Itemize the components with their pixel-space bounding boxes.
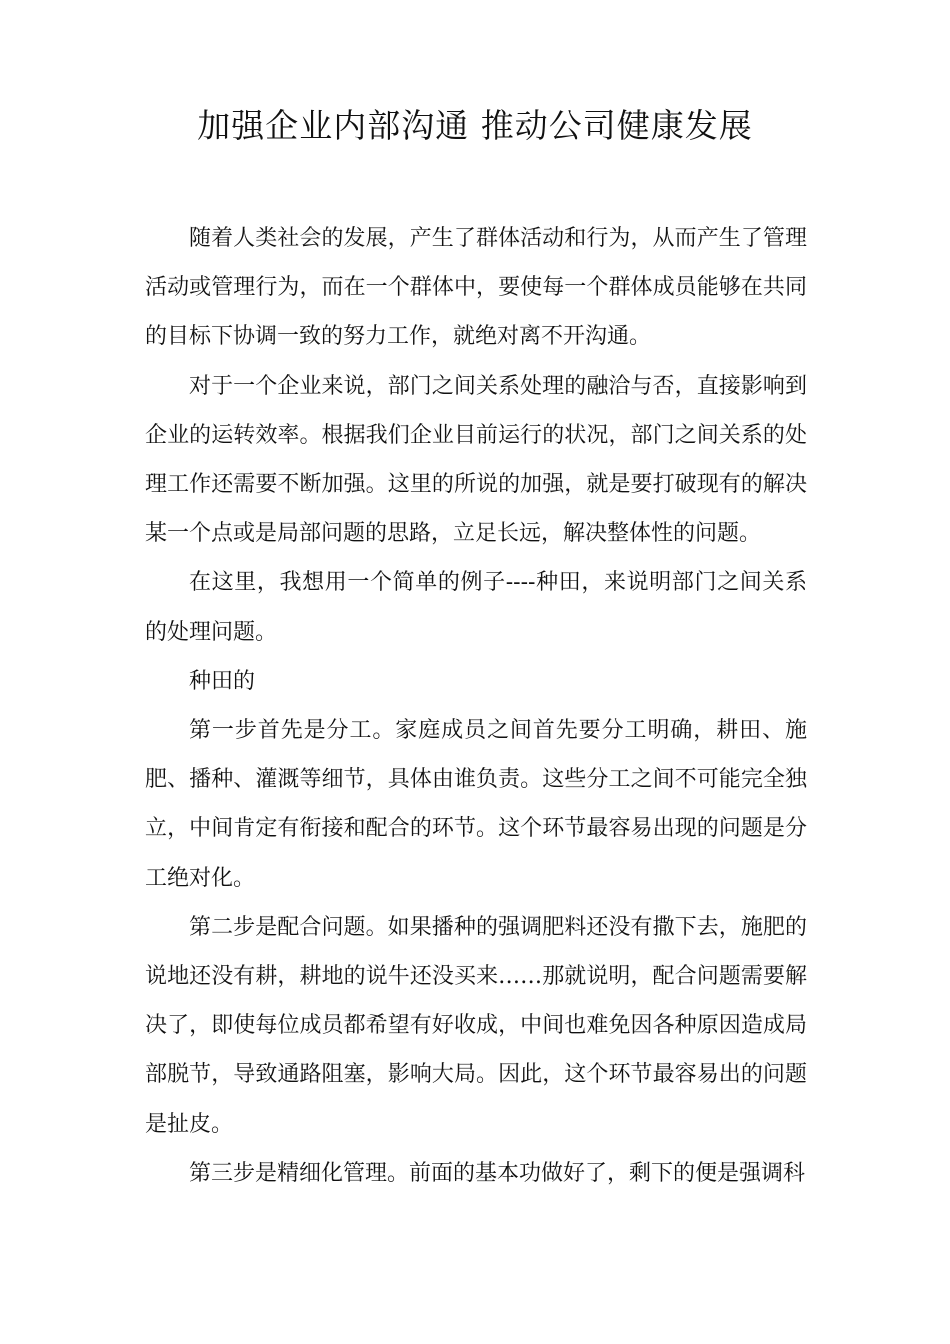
- document-body: [145, 214, 807, 1198]
- paragraph: 第二步是配合问题。如果播种的强调肥料还没有撒下去，施肥的说地还没有耕，耕地的说牛还没买来……那就说明，配合问题需要解决了，即使每位成员都希望有好收成，中间也难免因各种原因造成局部脱节，导致通路阻塞，影响大局。因此，这个环节最容易出的问题是扯皮。: [145, 914, 807, 1137]
- paragraph: 随着人类社会的发展，产生了群体活动和行为，从而产生了管理活动或管理行为，而在一个群体中，要使每一个群体成员能够在共同的目标下协调一致的努力工作，就绝对离不开沟通。: [145, 226, 807, 350]
- paragraph: 种田的: [189, 668, 256, 694]
- paragraph: 第一步首先是分工。家庭成员之间首先要分工明确，耕田、施肥、播种、灌溉等细节，具体由谁负责。这些分工之间不可能完全独立，中间肯定有衔接和配合的环节。这个环节最容易出现的问题是分工绝对化。: [145, 718, 807, 891]
- paragraph: 在这里，我想用一个简单的例子----种田，来说明部门之间关系的处理问题。: [145, 570, 807, 645]
- paragraph: 第三步是精细化管理。前面的基本功做好了，剩下的便是强调科: [189, 1160, 806, 1186]
- paragraph: 对于一个企业来说，部门之间关系处理的融洽与否，直接影响到企业的运转效率。根据我们企业目前运行的状况，部门之间关系的处理工作还需要不断加强。这里的所说的加强，就是要打破现有的解决某一个点或是局部问题的思路，立足长远，解决整体性的问题。: [145, 373, 807, 547]
- document-title: 加强企业内部沟通 推动公司健康发展: [197, 106, 753, 145]
